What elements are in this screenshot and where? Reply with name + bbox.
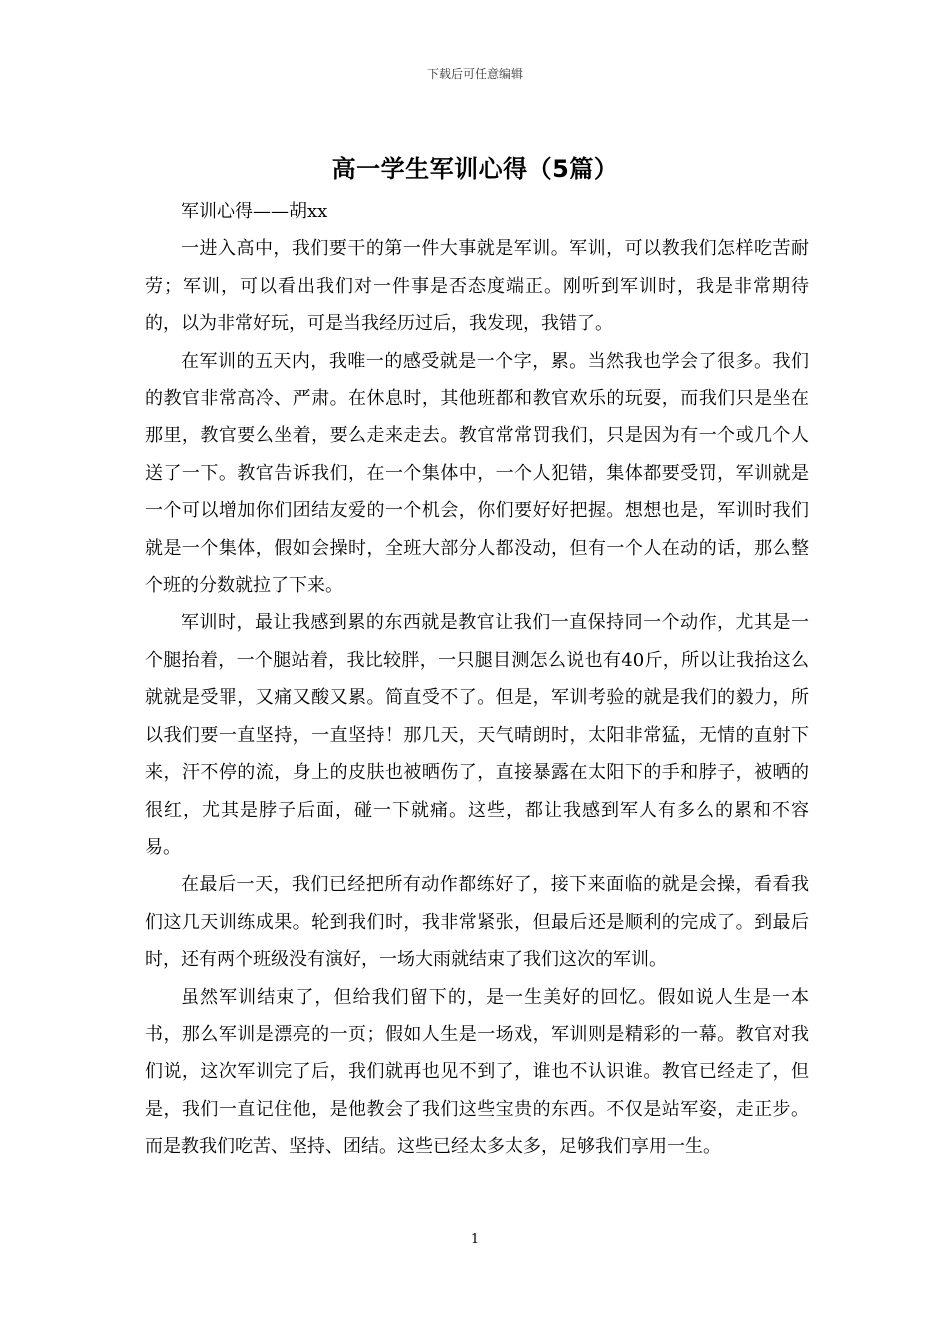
paragraph-1: 一进入高中，我们要干的第一件大事就是军训。军训，可以教我们怎样吃苦耐劳；军训，可以看出我们对一件事是否态度端正。刚听到军训时，我是非常期待的，以为非常好玩，可是当我经历过后，我发现，我错了。 <box>145 238 809 335</box>
paragraph-4: 在最后一天，我们已经把所有动作都练好了，接下来面临的就是会操，看看我们这几天训练成果。轮到我们时，我非常紧张，但最后还是顺利的完成了。到最后时，还有两个班级没有演好，一场大雨就结束了我们这次的军训。 <box>145 874 809 971</box>
paragraph-5: 虽然军训结束了，但给我们留下的，是一生美好的回忆。假如说人生是一本书，那么军训是漂亮的一页；假如人生是一场戏，军训则是精彩的一幕。教官对我们说，这次军训完了后，我们就再也见不到了，谁也不认识谁。教官已经走了，但是，我们一直记住他，是他教会了我们这些宝贵的东西。不仅是站军姿，走正步。而是教我们吃苦、坚持、团结。这些已经太多太多，足够我们享用一生。 <box>145 986 809 1158</box>
page-number: 1 <box>470 1232 480 1247</box>
header-note: 下载后可任意编辑 <box>426 67 523 81</box>
document-body <box>145 193 809 1166</box>
document-title: 高一学生军训心得（5篇） <box>331 155 619 183</box>
paragraph-2: 在军训的五天内，我唯一的感受就是一个字，累。当然我也学会了很多。我们的教官非常高冷、严肃。在休息时，其他班都和教官欢乐的玩耍，而我们只是坐在那里，教官要么坐着，要么走来走去。教官常常罚我们，只是因为有一个或几个人送了一下。教官告诉我们，在一个集体中，一个人犯错，集体都要受罚，军训就是一个可以增加你们团结友爱的一个机会，你们要好好把握。想想也是，军训时我们就是一个集体，假如会操时，全班大部分人都没动，但有一个人在动的话，那么整个班的分数就拉了下来。 <box>145 350 809 597</box>
paragraph-3: 军训时，最让我感到累的东西就是教官让我们一直保持同一个动作，尤其是一个腿抬着，一个腿站着，我比较胖，一只腿目测怎么说也有40斤，所以让我抬这么就就是受罪，又痛又酸又累。简直受不了。但是，军训考验的就是我们的毅力，所以我们要一直坚持，一直坚持！那几天，天气晴朗时，太阳非常猛，无情的直射下来，汗不停的流，身上的皮肤也被晒伤了，直接暴露在太阳下的手和脖子，被晒的很红，尤其是脖子后面，碰一下就痛。这些，都让我感到军人有多么的累和不容易。 <box>145 612 809 858</box>
byline: 军训心得——胡xx <box>181 201 328 222</box>
